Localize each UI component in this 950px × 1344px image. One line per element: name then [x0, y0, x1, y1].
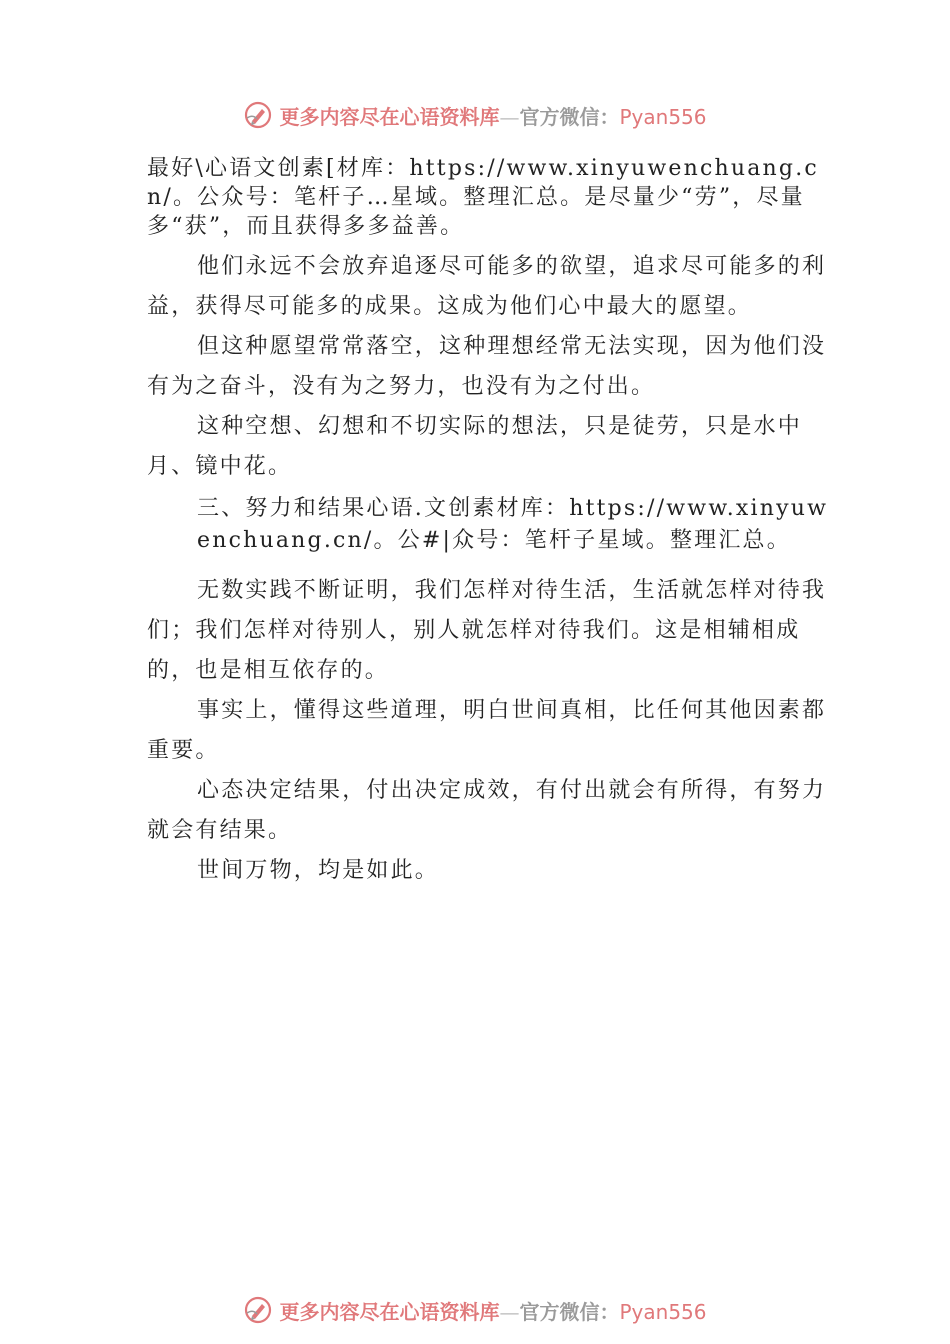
banner-text [279, 101, 706, 130]
banner-dash: — [499, 104, 520, 129]
banner-title: 更多内容尽在心语资料库 [279, 104, 500, 129]
pen-logo-icon [243, 100, 273, 130]
pen-logo-icon [243, 1295, 273, 1325]
banner-wechat-id: Pyan556 [619, 104, 707, 129]
banner-text [279, 1296, 706, 1325]
paragraph-3: 但这种愿望常常落空，这种理想经常无法实现，因为他们没有为之奋斗，没有为之努力，也没有为之付出。 [147, 334, 827, 399]
paragraph-8: 心态决定结果，付出决定成效，有付出就会有所得，有努力就会有结果。 [147, 778, 827, 843]
paragraph-7: 事实上，懂得这些道理，明白世间真相，比任何其他因素都重要。 [147, 698, 827, 763]
banner-title: 更多内容尽在心语资料库 [279, 1299, 500, 1324]
header-banner [0, 95, 950, 135]
banner-wechat-id: Pyan556 [619, 1299, 707, 1324]
banner-wechat-label: 官方微信： [519, 104, 620, 129]
banner-wechat-label: 官方微信： [519, 1299, 620, 1324]
paragraph-4: 这种空想、幻想和不切实际的想法，只是徒劳，只是水中月、镜中花。 [147, 414, 803, 479]
footer-banner [0, 1290, 950, 1330]
document-body [147, 154, 837, 891]
paragraph-6: 无数实践不断证明，我们怎样对待生活，生活就怎样对待我们；我们怎样对待别人，别人就怎样对待我们。这是相辅相成的，也是相互依存的。 [147, 578, 827, 683]
paragraph-1: 最好\心语文创素[材库：https://www.xinyuwenchuang.cn/。公众号：笔杆子…星域。整理汇总。是尽量少“劳”，尽量多“获”，而且获得多多益善。 [147, 156, 819, 239]
paragraph-2: 他们永远不会放弃追逐尽可能多的欲望，追求尽可能多的利益，获得尽可能多的成果。这成为他们心中最大的愿望。 [147, 254, 827, 319]
paragraph-5: 三、努力和结果心语.文创素材库：https://www.xinyuwenchuang.cn/。公#|众号：笔杆子星域。整理汇总。 [197, 496, 829, 553]
banner-dash: — [499, 1299, 520, 1324]
paragraph-9: 世间万物，均是如此。 [197, 858, 440, 883]
